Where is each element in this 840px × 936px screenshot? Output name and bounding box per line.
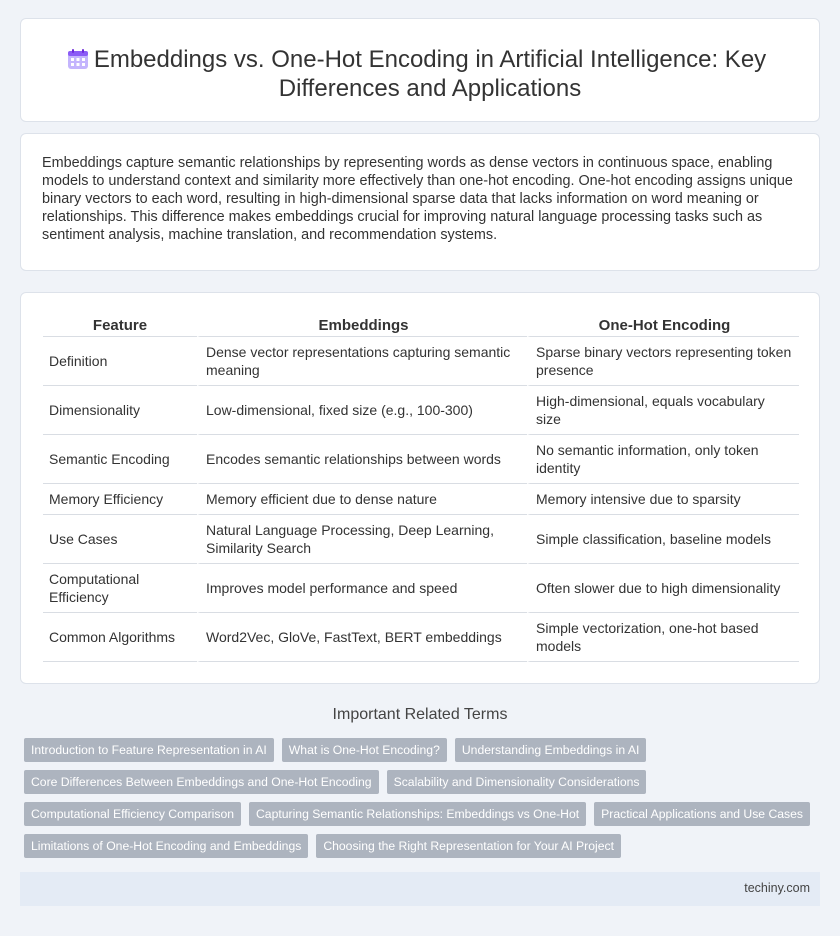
one-hot-cell: No semantic information, only token identity: [527, 435, 799, 484]
comparison-card: [20, 292, 820, 684]
title-card: [20, 18, 820, 122]
related-term-link[interactable]: Introduction to Feature Representation in AI: [24, 738, 274, 762]
table-header-row: [43, 315, 799, 337]
one-hot-cell: Simple vectorization, one-hot based models: [527, 613, 799, 662]
embeddings-cell: Improves model performance and speed: [197, 564, 527, 613]
intro-paragraph: Embeddings capture semantic relationships by representing words as dense vectors in continuous space, enabling models to understand context and similarity more effectively than one-hot encoding. One-hot encoding assigns unique binary vectors to each word, resulting in high-dimensional sparse data that lacks information on word meaning or relationships. This difference makes embeddings crucial for improving natural language processing tasks such as sentiment analysis, machine translation, and recommendation systems.: [42, 155, 793, 243]
one-hot-cell: Simple classification, baseline models: [527, 515, 799, 564]
comparison-table: [43, 315, 799, 662]
one-hot-cell: Sparse binary vectors representing token presence: [527, 337, 799, 386]
tag-row: [24, 738, 824, 762]
page-title: Embeddings vs. One-Hot Encoding in Artificial Intelligence: Key Differences and Applications: [93, 46, 767, 102]
table-row: [43, 613, 799, 662]
feature-cell: Computational Efficiency: [43, 564, 197, 613]
table-row: [43, 435, 799, 484]
embeddings-cell: Encodes semantic relationships between words: [197, 435, 527, 484]
related-term-link[interactable]: Choosing the Right Representation for Your AI Project: [316, 834, 621, 858]
feature-cell: Common Algorithms: [43, 613, 197, 662]
embeddings-cell: Dense vector representations capturing semantic meaning: [197, 337, 527, 386]
header-feature: Feature: [43, 315, 197, 337]
table-row: [43, 515, 799, 564]
embeddings-cell: Low-dimensional, fixed size (e.g., 100-300): [197, 386, 527, 435]
intro-card: [20, 133, 820, 271]
embeddings-cell: Memory efficient due to dense nature: [197, 484, 527, 515]
tag-row: [24, 802, 824, 826]
related-terms-heading: Important Related Terms: [332, 706, 508, 723]
table-row: [43, 386, 799, 435]
related-terms-list: [24, 738, 824, 866]
header-embeddings: Embeddings: [197, 315, 527, 337]
table-row: [43, 564, 799, 613]
footer-bar: [20, 872, 820, 906]
feature-cell: Semantic Encoding: [43, 435, 197, 484]
embeddings-cell: Natural Language Processing, Deep Learning, Similarity Search: [197, 515, 527, 564]
table-row: [43, 337, 799, 386]
footer-site-name: techiny.com: [744, 881, 810, 895]
header-one-hot: One-Hot Encoding: [527, 315, 799, 337]
feature-cell: Dimensionality: [43, 386, 197, 435]
related-term-link[interactable]: Limitations of One-Hot Encoding and Embeddings: [24, 834, 308, 858]
related-term-link[interactable]: Core Differences Between Embeddings and One-Hot Encoding: [24, 770, 379, 794]
feature-cell: Use Cases: [43, 515, 197, 564]
related-term-link[interactable]: Scalability and Dimensionality Considerations: [387, 770, 647, 794]
related-term-link[interactable]: Practical Applications and Use Cases: [594, 802, 810, 826]
tag-row: [24, 770, 824, 794]
one-hot-cell: Often slower due to high dimensionality: [527, 564, 799, 613]
one-hot-cell: Memory intensive due to sparsity: [527, 484, 799, 515]
feature-cell: Definition: [43, 337, 197, 386]
related-term-link[interactable]: Understanding Embeddings in AI: [455, 738, 647, 762]
related-term-link[interactable]: What is One-Hot Encoding?: [282, 738, 447, 762]
tag-row: [24, 834, 824, 858]
embeddings-cell: Word2Vec, GloVe, FastText, BERT embeddings: [197, 613, 527, 662]
table-row: [43, 484, 799, 515]
feature-cell: Memory Efficiency: [43, 484, 197, 515]
related-term-link[interactable]: Capturing Semantic Relationships: Embeddings vs One-Hot: [249, 802, 586, 826]
related-term-link[interactable]: Computational Efficiency Comparison: [24, 802, 241, 826]
one-hot-cell: High-dimensional, equals vocabulary size: [527, 386, 799, 435]
